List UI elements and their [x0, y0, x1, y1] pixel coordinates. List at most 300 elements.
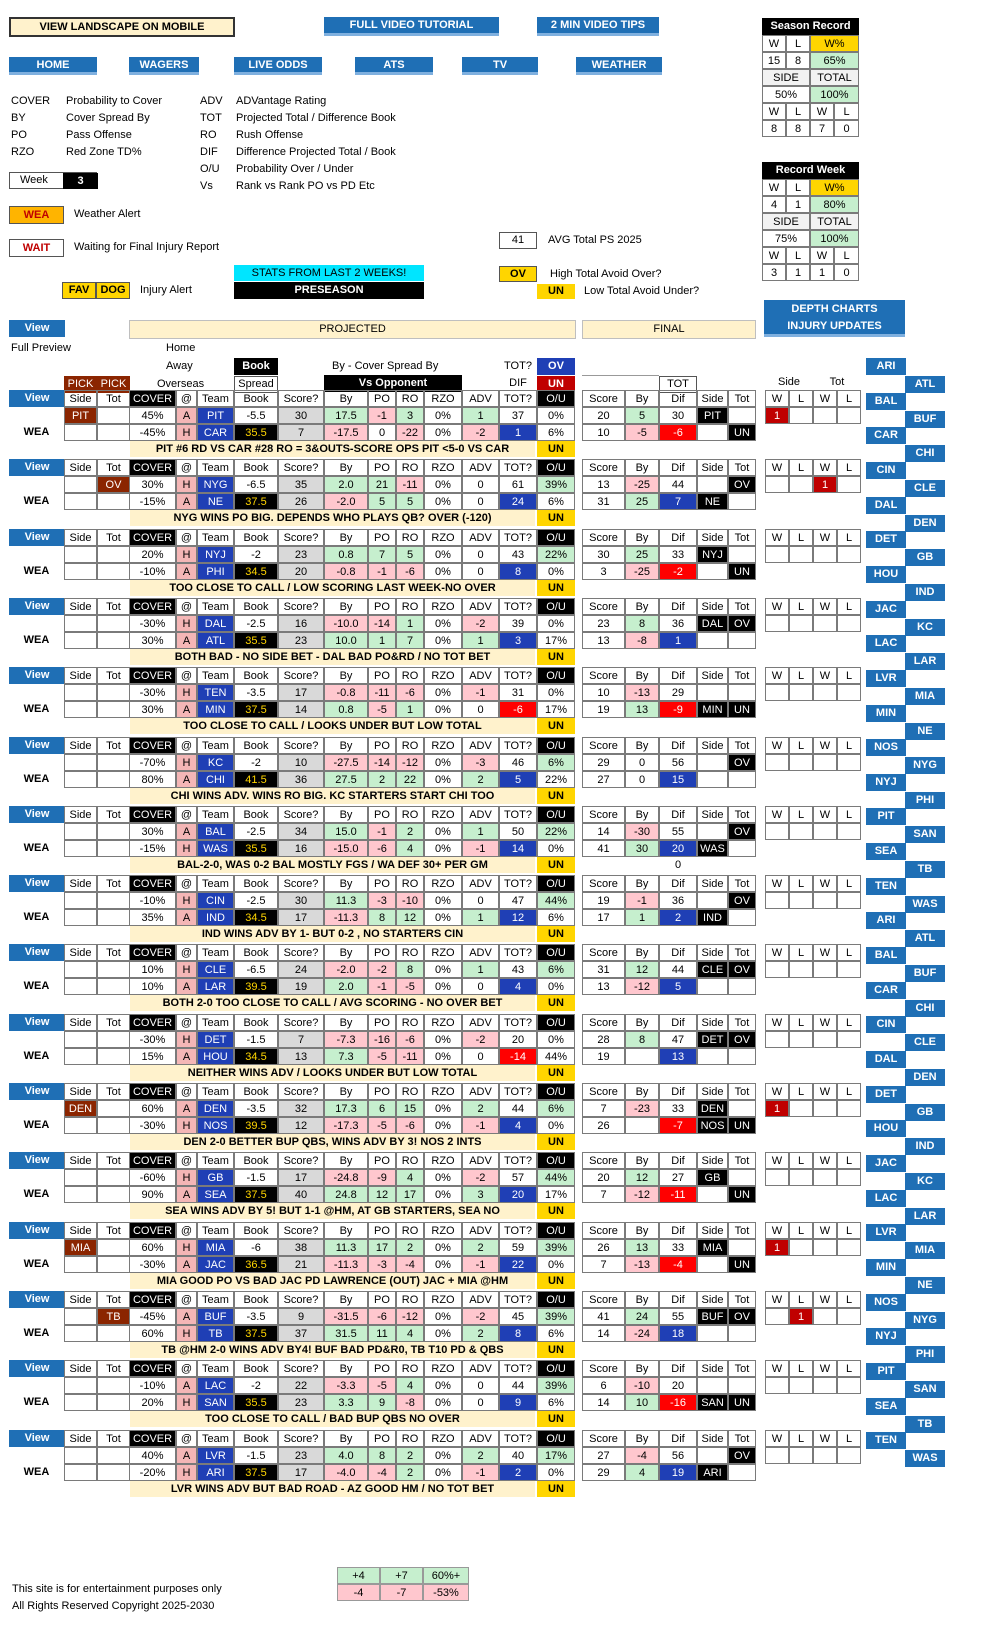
score-cell: 32: [278, 1100, 324, 1117]
fby-cell: 13: [625, 1239, 659, 1256]
team-link-ari[interactable]: ARI: [866, 358, 906, 375]
rzo-cell: 0%: [424, 684, 462, 701]
team-link-jac[interactable]: JAC: [866, 601, 906, 618]
team-link-tb[interactable]: TB: [905, 1416, 945, 1433]
team-link-mia[interactable]: MIA: [905, 688, 945, 705]
team-link-cin[interactable]: CIN: [866, 462, 906, 479]
team-link-pit[interactable]: PIT: [866, 808, 906, 825]
at-col-header: @: [176, 1430, 197, 1447]
score-cell: 30: [278, 892, 324, 909]
fdif-cell: 15: [659, 771, 697, 788]
team-link-pit[interactable]: PIT: [866, 1363, 906, 1380]
ftot-cell: OV: [728, 892, 756, 909]
team-link-nyg[interactable]: NYG: [905, 757, 945, 774]
team-cell: WAS: [197, 840, 234, 857]
team-link-ind[interactable]: IND: [905, 1138, 945, 1155]
team-link-atl[interactable]: ATL: [905, 376, 945, 393]
ro-cell: 2: [396, 1239, 424, 1256]
score-cell: 19: [278, 978, 324, 995]
legend-desc: Rush Offense: [236, 129, 304, 141]
view-toggle[interactable]: View: [9, 598, 65, 615]
ou-cell: 6%: [537, 754, 575, 771]
score-col-header: Score?: [278, 390, 324, 407]
score-cell: 7: [278, 1031, 324, 1048]
team-link-den[interactable]: DEN: [905, 515, 945, 532]
score-cell: 40: [278, 1186, 324, 1203]
fdif-cell: -16: [659, 1394, 697, 1411]
legend-key: DIF: [200, 146, 218, 158]
team-link-buf[interactable]: BUF: [905, 965, 945, 982]
side-header: Side: [64, 1083, 97, 1100]
po-cell: -5: [368, 701, 396, 718]
week-selector[interactable]: [9, 172, 97, 189]
team-link-lar[interactable]: LAR: [905, 1208, 945, 1225]
tot-header: Tot: [97, 875, 130, 892]
fside-cell: [697, 476, 728, 493]
record-title: Season Record: [762, 18, 859, 35]
score-col-header: Score?: [278, 529, 324, 546]
ou-col-header: O/U: [537, 806, 575, 823]
team-link-nyg[interactable]: NYG: [905, 1312, 945, 1329]
by-col-header: By: [324, 944, 368, 961]
ou-cell: 17%: [537, 632, 575, 649]
game-note: BOTH BAD - NO SIDE BET - DAL BAD PO&RD / NO TOT BET: [130, 649, 535, 665]
cover-cell: 10%: [129, 978, 176, 995]
team-link-hou[interactable]: HOU: [866, 1120, 906, 1137]
po-cell: 9: [368, 1394, 396, 1411]
rzo-cell: 0%: [424, 615, 462, 632]
book-cell: -2.5: [234, 823, 278, 840]
pick-tot: [97, 407, 130, 424]
team-link-lvr[interactable]: LVR: [866, 1224, 906, 1241]
fdif-col-header: Dif: [659, 1291, 697, 1308]
w-header: W: [765, 1014, 789, 1031]
team-link-lac[interactable]: LAC: [866, 635, 906, 652]
un-flag: UN: [537, 1203, 575, 1219]
team-link-det[interactable]: DET: [866, 1086, 906, 1103]
l-header: L: [837, 1430, 861, 1447]
team-link-ne[interactable]: NE: [905, 1277, 945, 1294]
fby-cell: 25: [625, 493, 659, 510]
fscore-col-header: Score: [582, 737, 625, 754]
po-cell: 0: [368, 424, 396, 441]
week-label: Week: [20, 174, 48, 186]
book-col-header: Book: [234, 875, 278, 892]
score-col-header: Score?: [278, 1083, 324, 1100]
ou-cell: 0%: [537, 615, 575, 632]
adv-cell: 2: [462, 771, 499, 788]
w-header: W: [765, 459, 789, 476]
w-header: W: [813, 875, 837, 892]
team-link-dal[interactable]: DAL: [866, 497, 906, 514]
nav-tv-button[interactable]: TV: [462, 57, 538, 75]
team-link-ind[interactable]: IND: [905, 584, 945, 601]
depth-charts-button[interactable]: [764, 300, 905, 337]
team-link-chi[interactable]: CHI: [905, 1000, 945, 1017]
away-label: Away: [166, 360, 193, 372]
pick-side-2: [64, 771, 97, 788]
ha-cell: A: [176, 1377, 197, 1394]
fside-cell: [697, 823, 728, 840]
fdif-col-header: Dif: [659, 1430, 697, 1447]
pick-side-2: [64, 563, 97, 580]
fside-col-header: Side: [697, 1014, 728, 1031]
record-cell: 7: [810, 120, 834, 137]
team-cell: PIT: [197, 407, 234, 424]
l-header: L: [789, 944, 813, 961]
score-cell: 17: [278, 909, 324, 926]
team-link-lac[interactable]: LAC: [866, 1190, 906, 1207]
fby-cell: -12: [625, 1186, 659, 1203]
po-cell: 11: [368, 1325, 396, 1342]
fdif-col-header: Dif: [659, 390, 697, 407]
nav-home-button[interactable]: HOME: [9, 57, 97, 75]
at-col-header: @: [176, 1014, 197, 1031]
team-link-ari[interactable]: ARI: [866, 912, 906, 929]
game-block: [0, 598, 1005, 668]
team-link-car[interactable]: CAR: [866, 427, 906, 444]
l-header: L: [789, 1152, 813, 1169]
team-link-min[interactable]: MIN: [866, 1259, 906, 1276]
book-cell: -3.5: [234, 1100, 278, 1117]
fside-cell: [697, 1377, 728, 1394]
nav-wagers-button[interactable]: WAGERS: [129, 57, 199, 75]
view-toggle[interactable]: View: [9, 390, 65, 407]
game-block: [0, 1083, 1005, 1153]
tot-cell: 43: [499, 961, 537, 978]
w-header: W: [813, 1083, 837, 1100]
wl-cell: [789, 1447, 813, 1464]
team-link-det[interactable]: DET: [866, 531, 906, 548]
team-link-bal[interactable]: BAL: [866, 947, 906, 964]
wl-cell: [789, 1031, 813, 1048]
fscore-cell: 29: [582, 1464, 625, 1481]
fdif-cell: 7: [659, 493, 697, 510]
view-toggle[interactable]: View: [9, 944, 65, 961]
po-cell: -14: [368, 615, 396, 632]
team-link-san[interactable]: SAN: [905, 826, 945, 843]
record-cell: 8: [786, 120, 810, 137]
summary-plus-4: +4: [337, 1567, 380, 1584]
game-note: NYG WINS PO BIG. DEPENDS WHO PLAYS QB? OVER (-120): [130, 510, 535, 526]
team-link-ten[interactable]: TEN: [866, 878, 906, 895]
team-col-header: Team: [197, 667, 234, 684]
team-link-nyj[interactable]: NYJ: [866, 774, 906, 791]
ha-cell: H: [176, 424, 197, 441]
ftot-col-header: Tot: [728, 1360, 756, 1377]
team-link-chi[interactable]: CHI: [905, 445, 945, 462]
view-toggle[interactable]: View: [9, 1430, 65, 1447]
view-toggle[interactable]: View: [9, 1152, 65, 1169]
team-link-lar[interactable]: LAR: [905, 653, 945, 670]
rzo-cell: 0%: [424, 1325, 462, 1342]
legend-desc: Rank vs Rank PO vs PD Etc: [236, 180, 375, 192]
team-link-nyj[interactable]: NYJ: [866, 1328, 906, 1345]
team-col-header: Team: [197, 1152, 234, 1169]
w-header: W: [765, 944, 789, 961]
ro-cell: -11: [396, 1048, 424, 1065]
home-label: Home: [166, 342, 196, 354]
rzo-cell: 0%: [424, 1048, 462, 1065]
full-video-tutorial-button[interactable]: FULL VIDEO TUTORIAL: [324, 17, 499, 36]
cover-cell: -15%: [129, 493, 176, 510]
view-toggle[interactable]: View: [9, 459, 65, 476]
un-flag: UN: [537, 926, 575, 942]
w-header: W: [765, 1083, 789, 1100]
record-cell: 65%: [810, 52, 859, 69]
wl-cell: [837, 961, 861, 978]
fscore-cell: 6: [582, 1377, 625, 1394]
fdif-col-header: Dif: [659, 1360, 697, 1377]
by-cell: -10.0: [324, 615, 368, 632]
team-link-sea[interactable]: SEA: [866, 1398, 906, 1415]
by-cell: 3.3: [324, 1394, 368, 1411]
view-landscape-button[interactable]: [9, 17, 235, 37]
un-flag: UN: [537, 1411, 575, 1427]
view-toggle[interactable]: View: [9, 1014, 65, 1031]
pick-side-header: PICK: [64, 376, 97, 393]
w-header: W: [813, 737, 837, 754]
wl-cell: [813, 546, 837, 563]
ro-cell: -11: [396, 476, 424, 493]
team-link-gb[interactable]: GB: [905, 1104, 945, 1121]
fby-col-header: By: [625, 1152, 659, 1169]
stats-banner: STATS FROM LAST 2 WEEKS!: [234, 265, 424, 281]
ro-cell: 22: [396, 771, 424, 788]
fscore-cell: 13: [582, 632, 625, 649]
book-cell: 37.5: [234, 493, 278, 510]
team-cell: CIN: [197, 892, 234, 909]
ftot-col-header: Tot: [728, 598, 756, 615]
team-link-nos[interactable]: NOS: [866, 1294, 906, 1311]
team-link-san[interactable]: SAN: [905, 1381, 945, 1398]
at-col-header: @: [176, 667, 197, 684]
po-col-header: PO: [368, 1360, 396, 1377]
team-link-ten[interactable]: TEN: [866, 1432, 906, 1449]
wl-cell: [765, 1447, 789, 1464]
overseas-label: Overseas: [157, 378, 205, 390]
by-cell: -7.3: [324, 1031, 368, 1048]
totq-col-header: TOT?: [499, 737, 537, 754]
team-link-cin[interactable]: CIN: [866, 1016, 906, 1033]
team-link-buf[interactable]: BUF: [905, 411, 945, 428]
fdif-cell: 36: [659, 615, 697, 632]
fby-cell: -30: [625, 823, 659, 840]
team-link-cle[interactable]: CLE: [905, 1034, 945, 1051]
fby-col-header: By: [625, 1360, 659, 1377]
team-link-phi[interactable]: PHI: [905, 792, 945, 809]
tot-cell: 44: [499, 1377, 537, 1394]
fby-cell: -8: [625, 632, 659, 649]
team-link-kc[interactable]: KC: [905, 1173, 945, 1190]
nav-ats-button[interactable]: ATS: [355, 57, 433, 75]
view-toggle[interactable]: View: [9, 529, 65, 546]
team-link-hou[interactable]: HOU: [866, 566, 906, 583]
wl-cell: [813, 961, 837, 978]
team-link-gb[interactable]: GB: [905, 549, 945, 566]
ou-cell: 0%: [537, 1464, 575, 1481]
fside-cell: [697, 1447, 728, 1464]
score-cell: 20: [278, 563, 324, 580]
fdif-col-header: Dif: [659, 1152, 697, 1169]
ou-cell: 22%: [537, 546, 575, 563]
nav-weather-button[interactable]: WEATHER: [576, 57, 662, 75]
record-cell: SIDE: [762, 69, 810, 86]
adv-cell: 0: [462, 546, 499, 563]
video-tips-button[interactable]: 2 MIN VIDEO TIPS: [537, 17, 659, 36]
ha-cell: A: [176, 771, 197, 788]
rzo-cell: 0%: [424, 1169, 462, 1186]
team-link-mia[interactable]: MIA: [905, 1242, 945, 1259]
by-col-header: By: [324, 806, 368, 823]
team-link-jac[interactable]: JAC: [866, 1155, 906, 1172]
legend-desc: Pass Offense: [66, 129, 132, 141]
fdif-cell: 20: [659, 840, 697, 857]
rzo-col-header: RZO: [424, 667, 462, 684]
view-toggle[interactable]: View: [9, 1083, 65, 1100]
fdif-cell: 19: [659, 1464, 697, 1481]
cover-cell: 60%: [129, 1100, 176, 1117]
l-header: L: [789, 875, 813, 892]
fscore-cell: 29: [582, 754, 625, 771]
fby-cell: -5: [625, 424, 659, 441]
team-link-car[interactable]: CAR: [866, 982, 906, 999]
ou-cell: 39%: [537, 476, 575, 493]
pick-tot: TB: [97, 1308, 130, 1325]
team-link-kc[interactable]: KC: [905, 619, 945, 636]
ftot-cell: OV: [728, 823, 756, 840]
ou-cell: 0%: [537, 1256, 575, 1273]
view-toggle[interactable]: View: [9, 875, 65, 892]
pick-tot-2: [97, 563, 130, 580]
view-toggle[interactable]: View: [9, 1222, 65, 1239]
adv-cell: 1: [462, 961, 499, 978]
l-header: L: [837, 529, 861, 546]
w-header: W: [813, 1360, 837, 1377]
ro-cell: 8: [396, 961, 424, 978]
book-cell: -2.5: [234, 892, 278, 909]
book-cell: -6.5: [234, 476, 278, 493]
wl-cell: [789, 615, 813, 632]
team-link-tb[interactable]: TB: [905, 861, 945, 878]
team-link-atl[interactable]: ATL: [905, 930, 945, 947]
preseason-banner: PRESEASON: [234, 282, 424, 299]
view-toggle[interactable]: View: [9, 737, 65, 754]
score-col-header: Score?: [278, 598, 324, 615]
team-link-sea[interactable]: SEA: [866, 843, 906, 860]
pick-tot: [97, 1031, 130, 1048]
fby-cell: -10: [625, 1377, 659, 1394]
rzo-cell: 0%: [424, 1186, 462, 1203]
team-link-lvr[interactable]: LVR: [866, 670, 906, 687]
totq-col-header: TOT?: [499, 1360, 537, 1377]
ftot-col-header: Tot: [728, 944, 756, 961]
fscore-cell: 26: [582, 1117, 625, 1134]
summary-minus-4: -4: [337, 1584, 380, 1601]
po-col-header: PO: [368, 737, 396, 754]
ftot-cell: UN: [728, 1256, 756, 1273]
game-note: TB @HM 2-0 WINS ADV BY4! BUF BAD PD&R0, TB T10 PD & QBS: [130, 1342, 535, 1358]
at-col-header: @: [176, 1222, 197, 1239]
cover-cell: -10%: [129, 563, 176, 580]
rzo-col-header: RZO: [424, 598, 462, 615]
ov-header: OV: [537, 358, 575, 375]
totq-col-header: TOT?: [499, 944, 537, 961]
team-link-min[interactable]: MIN: [866, 705, 906, 722]
view-toggle-main[interactable]: View: [9, 320, 65, 337]
adv-cell: -2: [462, 424, 499, 441]
view-toggle[interactable]: View: [9, 1291, 65, 1308]
rzo-cell: 0%: [424, 978, 462, 995]
w-header: W: [813, 1222, 837, 1239]
team-link-dal[interactable]: DAL: [866, 1051, 906, 1068]
team-col-header: Team: [197, 1083, 234, 1100]
tot-header: Tot: [97, 529, 130, 546]
by-cell: 0.8: [324, 701, 368, 718]
book-cell: 37.5: [234, 701, 278, 718]
nav-live-odds-button[interactable]: LIVE ODDS: [234, 57, 322, 75]
team-link-nos[interactable]: NOS: [866, 739, 906, 756]
view-toggle[interactable]: View: [9, 667, 65, 684]
game-block: [0, 737, 1005, 807]
legend-key: ADV: [200, 95, 223, 107]
legend-key: O/U: [200, 163, 220, 175]
divider: [582, 375, 659, 376]
ou-cell: 6%: [537, 1100, 575, 1117]
ro-col-header: RO: [396, 459, 424, 476]
ro-cell: 1: [396, 615, 424, 632]
po-cell: 5: [368, 493, 396, 510]
adv-cell: 2: [462, 1100, 499, 1117]
fscore-cell: 20: [582, 407, 625, 424]
pick-side-2: [64, 1186, 97, 1203]
summary-53: -53%: [423, 1584, 469, 1601]
fscore-cell: 31: [582, 493, 625, 510]
view-toggle[interactable]: View: [9, 1360, 65, 1377]
adv-col-header: ADV: [462, 459, 499, 476]
adv-cell: 0: [462, 892, 499, 909]
wl-cell: [765, 1377, 789, 1394]
team-link-ne[interactable]: NE: [905, 723, 945, 740]
cover-cell: -45%: [129, 424, 176, 441]
pick-side-2: [64, 1256, 97, 1273]
weather-flag: WEA: [23, 1188, 50, 1200]
un-flag: UN: [537, 580, 575, 596]
team-link-was[interactable]: WAS: [905, 1450, 945, 1467]
tot-cell: 61: [499, 476, 537, 493]
un-header: UN: [537, 376, 575, 393]
avg-total-label: AVG Total PS 2025: [548, 234, 642, 246]
team-link-cle[interactable]: CLE: [905, 480, 945, 497]
team-link-was[interactable]: WAS: [905, 896, 945, 913]
ftot-cell: [728, 1377, 756, 1394]
by-cell: 10.0: [324, 632, 368, 649]
ha-cell: H: [176, 615, 197, 632]
tot-cell: -14: [499, 1048, 537, 1065]
ro-cell: 4: [396, 1377, 424, 1394]
totq-col-header: TOT?: [499, 1014, 537, 1031]
un-flag: UN: [537, 1273, 575, 1289]
tot-cell: 47: [499, 892, 537, 909]
team-link-bal[interactable]: BAL: [866, 393, 906, 410]
ftot-cell: [728, 632, 756, 649]
team-link-phi[interactable]: PHI: [905, 1346, 945, 1363]
ftot-col-header: Tot: [728, 1222, 756, 1239]
team-link-den[interactable]: DEN: [905, 1069, 945, 1086]
team-cell: KC: [197, 754, 234, 771]
pick-side-2: [64, 493, 97, 510]
view-toggle[interactable]: View: [9, 806, 65, 823]
